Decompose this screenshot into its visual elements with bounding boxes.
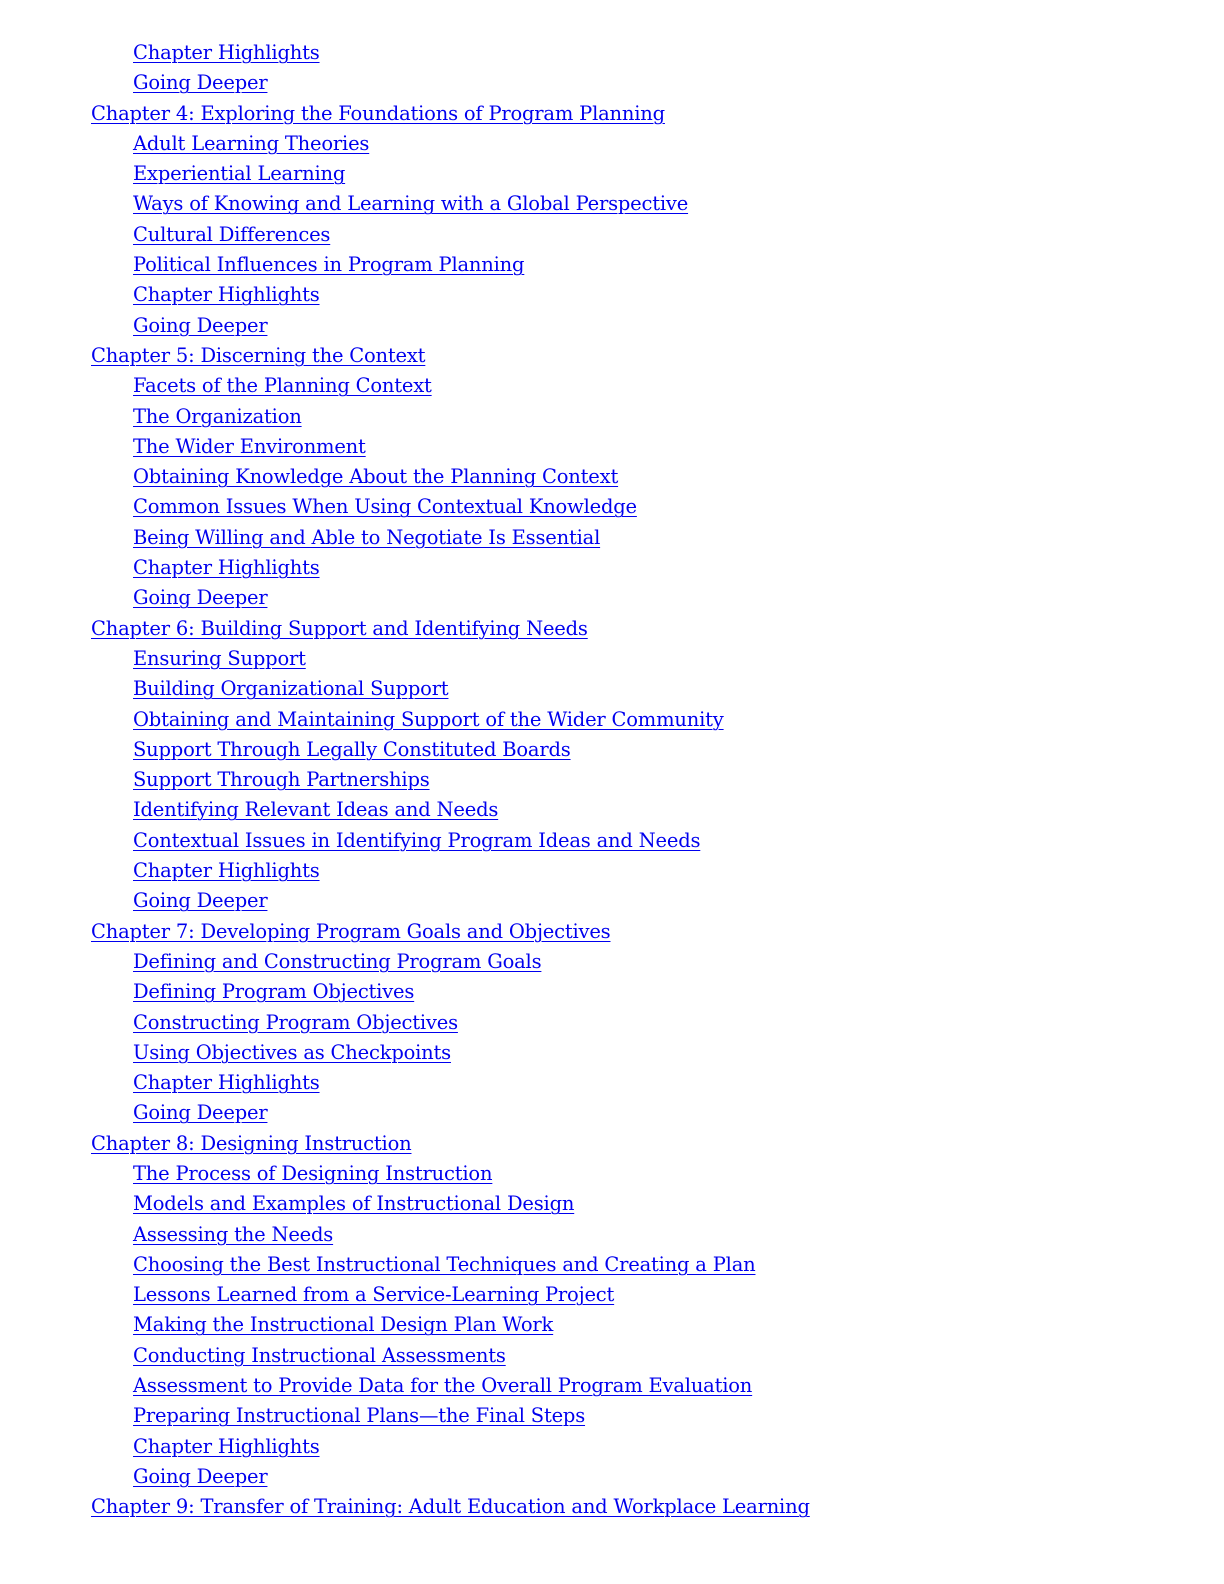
- chapter-link[interactable]: Chapter 6: Building Support and Identifying Needs: [91, 616, 588, 640]
- section-link[interactable]: Going Deeper: [133, 889, 268, 913]
- section-link[interactable]: Support Through Legally Constituted Boards: [133, 737, 571, 761]
- section-link[interactable]: Chapter Highlights: [133, 556, 320, 580]
- toc-section-entry: [0, 674, 1224, 704]
- toc-section-entry: [0, 311, 1224, 341]
- toc-section-entry: [0, 492, 1224, 522]
- toc-section-entry: [0, 1068, 1224, 1098]
- section-link[interactable]: The Organization: [133, 404, 302, 428]
- toc-section-entry: [0, 553, 1224, 583]
- toc-section-entry: [0, 1401, 1224, 1431]
- section-link[interactable]: Conducting Instructional Assessments: [133, 1343, 506, 1367]
- section-link[interactable]: Common Issues When Using Contextual Knowledge: [133, 495, 637, 519]
- toc-section-entry: [0, 1310, 1224, 1340]
- section-link[interactable]: Using Objectives as Checkpoints: [133, 1040, 451, 1064]
- toc-section-entry: [0, 705, 1224, 735]
- section-link[interactable]: Chapter Highlights: [133, 1071, 320, 1095]
- toc-section-entry: [0, 220, 1224, 250]
- section-link[interactable]: Making the Instructional Design Plan Work: [133, 1313, 554, 1337]
- toc-section-entry: [0, 1038, 1224, 1068]
- toc-section-entry: [0, 159, 1224, 189]
- toc-section-entry: [0, 1432, 1224, 1462]
- toc-section-entry: [0, 1098, 1224, 1128]
- toc-section-entry: [0, 947, 1224, 977]
- toc-section-entry: [0, 1280, 1224, 1310]
- section-link[interactable]: Ensuring Support: [133, 646, 306, 670]
- section-link[interactable]: Experiential Learning: [133, 162, 346, 186]
- toc-section-entry: [0, 68, 1224, 98]
- toc-section-entry: [0, 371, 1224, 401]
- section-link[interactable]: Chapter Highlights: [133, 859, 320, 883]
- section-link[interactable]: Defining and Constructing Program Goals: [133, 949, 542, 973]
- section-link[interactable]: Obtaining Knowledge About the Planning Context: [133, 465, 619, 489]
- toc-chapter-entry: [0, 1129, 1224, 1159]
- section-link[interactable]: Support Through Partnerships: [133, 768, 430, 792]
- toc-section-entry: [0, 402, 1224, 432]
- section-link[interactable]: Chapter Highlights: [133, 41, 320, 64]
- section-link[interactable]: Being Willing and Able to Negotiate Is Essential: [133, 525, 601, 549]
- section-link[interactable]: Lessons Learned from a Service-Learning Project: [133, 1283, 615, 1307]
- toc-section-entry: [0, 977, 1224, 1007]
- toc-chapter-entry: [0, 1492, 1224, 1522]
- toc-section-entry: [0, 523, 1224, 553]
- toc-section-entry: [0, 1189, 1224, 1219]
- section-link[interactable]: Going Deeper: [133, 313, 268, 337]
- toc-section-entry: [0, 432, 1224, 462]
- chapter-link[interactable]: Chapter 8: Designing Instruction: [91, 1131, 412, 1155]
- section-link[interactable]: Assessment to Provide Data for the Overall Program Evaluation: [133, 1374, 753, 1398]
- toc-section-entry: [0, 1371, 1224, 1401]
- section-link[interactable]: Constructing Program Objectives: [133, 1010, 458, 1034]
- toc-chapter-entry: [0, 614, 1224, 644]
- chapter-link[interactable]: Chapter 9: Transfer of Training: Adult Education and Workplace Learning: [91, 1495, 810, 1519]
- section-link[interactable]: Adult Learning Theories: [133, 131, 370, 155]
- section-link[interactable]: Chapter Highlights: [133, 283, 320, 307]
- section-link[interactable]: Going Deeper: [133, 586, 268, 610]
- toc-section-entry: [0, 280, 1224, 310]
- toc-section-entry: [0, 1462, 1224, 1492]
- toc-section-entry: [0, 583, 1224, 613]
- chapter-link[interactable]: Chapter 5: Discerning the Context: [91, 343, 426, 367]
- chapter-link[interactable]: Chapter 7: Developing Program Goals and Objectives: [91, 919, 611, 943]
- toc-section-entry: [0, 38, 1224, 68]
- section-link[interactable]: Contextual Issues in Identifying Program Ideas and Needs: [133, 828, 701, 852]
- toc-section-entry: [0, 1220, 1224, 1250]
- toc-section-entry: [0, 1159, 1224, 1189]
- section-link[interactable]: Defining Program Objectives: [133, 980, 415, 1004]
- toc-section-entry: [0, 462, 1224, 492]
- section-link[interactable]: Going Deeper: [133, 1464, 268, 1488]
- toc-section-entry: [0, 826, 1224, 856]
- section-link[interactable]: Assessing the Needs: [133, 1222, 334, 1246]
- toc-section-entry: [0, 735, 1224, 765]
- toc-chapter-entry: [0, 99, 1224, 129]
- toc-section-entry: [0, 189, 1224, 219]
- section-link[interactable]: Going Deeper: [133, 1101, 268, 1125]
- section-link[interactable]: Cultural Differences: [133, 222, 331, 246]
- toc-chapter-entry: [0, 341, 1224, 371]
- section-link[interactable]: Going Deeper: [133, 71, 268, 95]
- toc-section-entry: [0, 1250, 1224, 1280]
- table-of-contents: [0, 38, 1224, 1523]
- toc-section-entry: [0, 886, 1224, 916]
- toc-section-entry: [0, 1341, 1224, 1371]
- toc-section-entry: [0, 129, 1224, 159]
- section-link[interactable]: Ways of Knowing and Learning with a Global Perspective: [133, 192, 689, 216]
- toc-section-entry: [0, 644, 1224, 674]
- section-link[interactable]: The Process of Designing Instruction: [133, 1161, 493, 1185]
- section-link[interactable]: Chapter Highlights: [133, 1434, 320, 1458]
- section-link[interactable]: Building Organizational Support: [133, 677, 449, 701]
- toc-chapter-entry: [0, 917, 1224, 947]
- toc-section-entry: [0, 250, 1224, 280]
- toc-section-entry: [0, 795, 1224, 825]
- section-link[interactable]: Political Influences in Program Planning: [133, 253, 525, 277]
- toc-section-entry: [0, 856, 1224, 886]
- section-link[interactable]: Models and Examples of Instructional Design: [133, 1192, 575, 1216]
- toc-section-entry: [0, 765, 1224, 795]
- toc-section-entry: [0, 1008, 1224, 1038]
- section-link[interactable]: Preparing Instructional Plans—the Final Steps: [133, 1404, 586, 1428]
- section-link[interactable]: Obtaining and Maintaining Support of the Wider Community: [133, 707, 724, 731]
- section-link[interactable]: Choosing the Best Instructional Techniques and Creating a Plan: [133, 1252, 756, 1276]
- chapter-link[interactable]: Chapter 4: Exploring the Foundations of Program Planning: [91, 101, 665, 125]
- section-link[interactable]: Identifying Relevant Ideas and Needs: [133, 798, 499, 822]
- section-link[interactable]: Facets of the Planning Context: [133, 374, 432, 398]
- section-link[interactable]: The Wider Environment: [133, 434, 366, 458]
